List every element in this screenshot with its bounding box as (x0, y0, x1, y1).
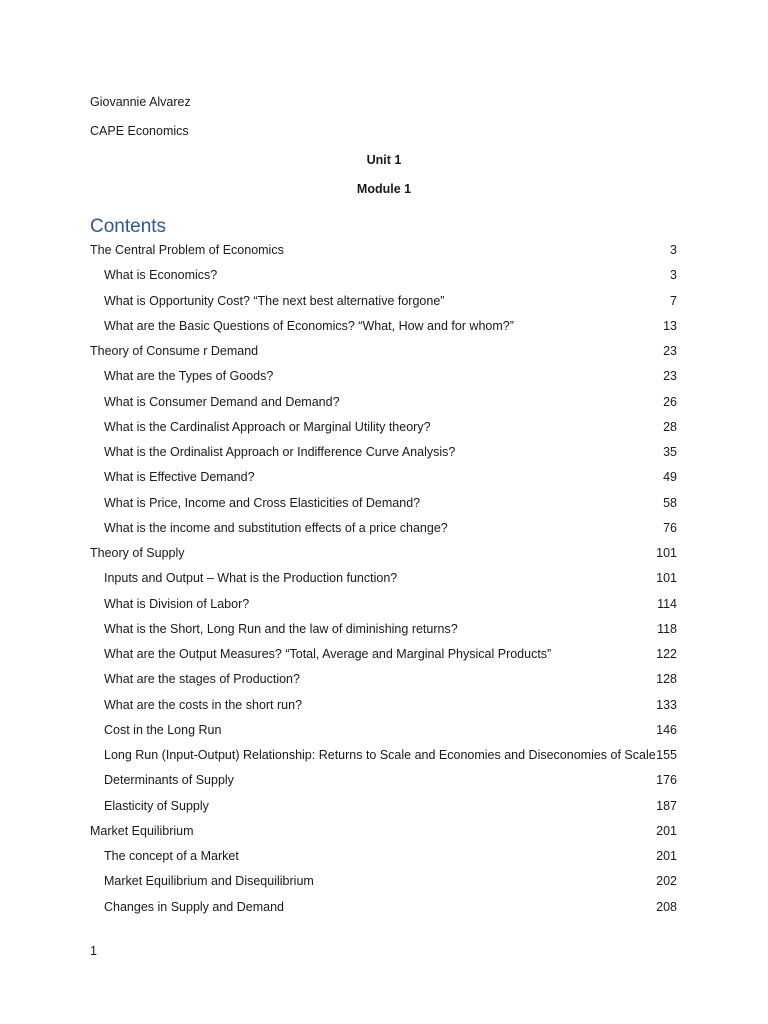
toc-entry-page-number[interactable]: 128 (656, 672, 677, 687)
toc-entry-title[interactable]: Inputs and Output – What is the Production function? (104, 571, 398, 586)
toc-entry-subsection[interactable] (90, 318, 677, 343)
toc-entry-title[interactable]: Theory of Supply (90, 546, 185, 560)
toc-entry-title[interactable]: What are the stages of Production? (104, 672, 300, 687)
toc-entry-title[interactable]: Market Equilibrium (90, 823, 194, 838)
toc-entry-page-number[interactable]: 201 (656, 849, 677, 863)
toc-entry-subsection[interactable] (90, 267, 677, 292)
toc-entry-subsection[interactable] (90, 444, 677, 469)
toc-entry-page-number[interactable]: 122 (656, 647, 677, 661)
toc-entry-title[interactable]: What is Opportunity Cost? “The next best alternative forgone” (104, 293, 445, 308)
toc-entry-title[interactable]: What is the Cardinalist Approach or Marginal Utility theory? (104, 419, 431, 434)
toc-entry-page-number[interactable]: 187 (656, 798, 677, 813)
toc-entry-subsection[interactable] (90, 798, 677, 823)
table-of-contents (90, 242, 677, 924)
course-name: CAPE Economics (90, 124, 189, 138)
toc-entry-page-number[interactable]: 201 (656, 823, 677, 838)
toc-entry-page-number[interactable]: 26 (663, 394, 677, 409)
toc-entry-title[interactable]: What is Economics? (104, 268, 218, 283)
toc-entry-page-number[interactable]: 114 (657, 596, 677, 611)
toc-entry-page-number[interactable]: 208 (656, 899, 677, 914)
toc-entry-subsection[interactable] (90, 570, 677, 595)
toc-entry-title[interactable]: What are the Types of Goods? (104, 369, 274, 384)
toc-entry-page-number[interactable]: 133 (656, 697, 677, 712)
toc-entry-subsection[interactable] (90, 848, 677, 873)
toc-entry-subsection[interactable] (90, 697, 677, 722)
toc-heading: Contents (90, 216, 167, 237)
toc-entry-title[interactable]: What is the Short, Long Run and the law of diminishing returns? (104, 621, 458, 636)
toc-entry-title[interactable]: The concept of a Market (104, 849, 239, 863)
toc-entry-page-number[interactable]: 146 (656, 722, 677, 737)
toc-entry-subsection[interactable] (90, 469, 677, 494)
toc-entry-page-number[interactable]: 76 (663, 520, 677, 535)
toc-entry-subsection[interactable] (90, 772, 677, 797)
toc-entry-section[interactable] (90, 343, 677, 368)
toc-entry-section[interactable] (90, 242, 677, 267)
toc-entry-subsection[interactable] (90, 747, 677, 772)
unit-title: Unit 1 (366, 153, 402, 167)
toc-entry-title[interactable]: Market Equilibrium and Disequilibrium (104, 874, 314, 889)
module-title: Module 1 (356, 182, 412, 196)
toc-entry-title[interactable]: Changes in Supply and Demand (104, 899, 284, 914)
toc-entry-page-number[interactable]: 58 (663, 495, 677, 510)
toc-entry-subsection[interactable] (90, 722, 677, 747)
toc-entry-subsection[interactable] (90, 368, 677, 393)
toc-entry-page-number[interactable]: 7 (670, 293, 677, 308)
toc-entry-subsection[interactable] (90, 596, 677, 621)
toc-entry-page-number[interactable]: 118 (657, 621, 677, 636)
toc-entry-subsection[interactable] (90, 495, 677, 520)
toc-entry-title[interactable]: What are the Output Measures? “Total, Average and Marginal Physical Products” (104, 647, 552, 661)
toc-entry-section[interactable] (90, 545, 677, 570)
toc-entry-page-number[interactable]: 28 (663, 419, 677, 434)
toc-entry-title[interactable]: The Central Problem of Economics (90, 243, 284, 257)
toc-entry-page-number[interactable]: 155 (656, 748, 677, 762)
toc-entry-title[interactable]: Theory of Consume r Demand (90, 344, 259, 358)
toc-entry-title[interactable]: What is Effective Demand? (104, 470, 255, 485)
toc-entry-page-number[interactable]: 35 (663, 445, 677, 459)
toc-entry-title[interactable]: Long Run (Input-Output) Relationship: Returns to Scale and Economies and Diseconomies of Scale (104, 748, 656, 762)
toc-entry-subsection[interactable] (90, 899, 677, 924)
toc-entry-title[interactable]: Cost in the Long Run (104, 722, 222, 737)
toc-entry-subsection[interactable] (90, 671, 677, 696)
toc-entry-page-number[interactable]: 202 (656, 874, 677, 889)
author-name: Giovannie Alvarez (90, 95, 191, 109)
toc-entry-page-number[interactable]: 49 (663, 470, 677, 485)
toc-entry-subsection[interactable] (90, 873, 677, 898)
toc-entry-title[interactable]: What is the income and substitution effects of a price change? (104, 520, 448, 535)
toc-entry-page-number[interactable]: 23 (663, 344, 677, 358)
toc-entry-page-number[interactable]: 176 (656, 773, 677, 788)
toc-entry-page-number[interactable]: 23 (663, 369, 677, 384)
toc-entry-subsection[interactable] (90, 646, 677, 671)
toc-entry-title[interactable]: What is Division of Labor? (104, 596, 250, 611)
toc-entry-title[interactable]: What is Price, Income and Cross Elasticities of Demand? (104, 495, 421, 510)
page-number: 1 (90, 944, 97, 958)
toc-entry-subsection[interactable] (90, 419, 677, 444)
toc-entry-title[interactable]: What are the costs in the short run? (104, 697, 303, 712)
toc-entry-title[interactable]: Determinants of Supply (104, 773, 234, 788)
toc-entry-subsection[interactable] (90, 293, 677, 318)
toc-entry-section[interactable] (90, 823, 677, 848)
toc-entry-subsection[interactable] (90, 520, 677, 545)
toc-entry-title[interactable]: Elasticity of Supply (104, 798, 209, 813)
toc-entry-title[interactable]: What are the Basic Questions of Economics? “What, How and for whom?” (104, 318, 514, 333)
toc-entry-page-number[interactable]: 101 (656, 546, 677, 560)
toc-entry-page-number[interactable]: 13 (663, 318, 677, 333)
toc-entry-page-number[interactable]: 3 (670, 268, 677, 283)
toc-entry-subsection[interactable] (90, 394, 677, 419)
toc-entry-subsection[interactable] (90, 621, 677, 646)
toc-entry-title[interactable]: What is the Ordinalist Approach or Indifference Curve Analysis? (104, 445, 456, 459)
toc-entry-title[interactable]: What is Consumer Demand and Demand? (104, 394, 340, 409)
toc-entry-page-number[interactable]: 3 (670, 243, 677, 257)
toc-entry-page-number[interactable]: 101 (656, 571, 677, 586)
